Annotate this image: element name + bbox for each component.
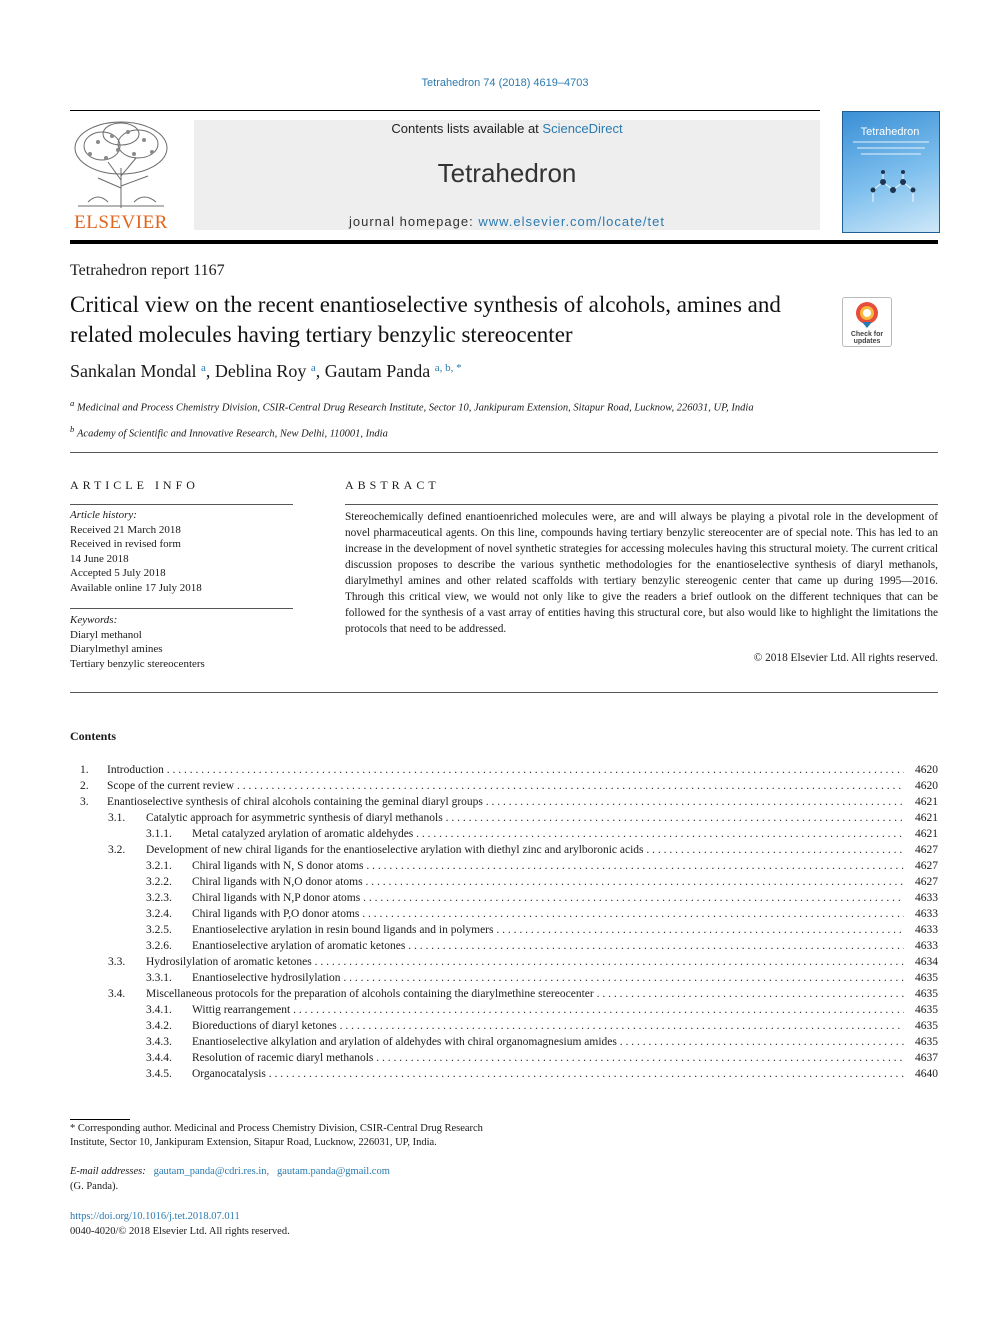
- toc-entry[interactable]: [70, 1034, 938, 1050]
- toc-page: 4627: [915, 860, 938, 872]
- toc-number: 3.2.2.: [146, 876, 172, 888]
- email-link-2[interactable]: gautam.panda@gmail.com: [277, 1166, 390, 1177]
- toc-title: Chiral ligands with N,P donor atoms . . .: [192, 890, 904, 906]
- toc-page: 4635: [915, 988, 938, 1000]
- toc-entry[interactable]: [70, 858, 938, 874]
- affiliation-mark: b: [70, 424, 75, 434]
- toc-page: 4620: [915, 780, 938, 792]
- toc-entry[interactable]: [70, 1050, 938, 1066]
- keyword: Diaryl methanol: [70, 628, 142, 641]
- toc-title: Metal catalyzed arylation of aromatic aldehydes . . .: [192, 826, 904, 842]
- cover-title: Tetrahedron: [860, 126, 920, 138]
- toc-number: 1.: [80, 764, 89, 776]
- toc-number: 3.4.4.: [146, 1052, 172, 1064]
- toc-entry[interactable]: [70, 922, 938, 938]
- email-label: E-mail addresses:: [70, 1166, 146, 1177]
- contents-heading: Contents: [70, 729, 117, 743]
- email-owner: (G. Panda).: [70, 1181, 119, 1192]
- affiliation-a: [70, 396, 830, 416]
- toc-number: 3.2.5.: [146, 924, 172, 936]
- toc-page: 4633: [915, 892, 938, 904]
- toc-number: 3.4.5.: [146, 1068, 172, 1080]
- doi-link[interactable]: https://doi.org/10.1016/j.tet.2018.07.011: [70, 1211, 240, 1222]
- abstract-text: Stereochemically defined enantioenriched molecules were, are and will always be playing a pivotal role in the development of novel pharmaceutical agents. On this line, compounds having tertiary benzylic stereocenter are of special note. This has led to an increase in the development of novel synthetic strategies for accessing molecules having this structural moiety. The current critical discussion proposes to describe the various synthetic methodologies for the enantioselective synthesis of diaryl methanols, diarylmethyl amines and other related scaffolds with tertiary benzylic stereogenic center that came up during 1995—2016. Through this critical view, we would not only like to give the readers a brief outlook on the different techniques that can be followed for the synthesis of a vast array of entities having this structural core, but also would like to highlight the limitations the protocols that need to be addressed.: [345, 511, 938, 635]
- elsevier-wordmark: ELSEVIER: [74, 212, 168, 233]
- toc-title: Enantioselective synthesis of chiral alcohols containing the geminal diaryl groups . . .: [107, 794, 904, 810]
- toc-title: Catalytic approach for asymmetric synthesis of diaryl methanols . . .: [146, 810, 904, 826]
- toc-entry[interactable]: [70, 1066, 938, 1082]
- check-for-updates-icon: [843, 298, 891, 346]
- section-divider: [70, 452, 938, 453]
- toc-number: 3.3.: [108, 956, 126, 968]
- history-item: Received in revised form: [70, 538, 181, 551]
- toc-entry[interactable]: [70, 826, 938, 842]
- sciencedirect-link[interactable]: ScienceDirect: [542, 121, 623, 136]
- toc-entry[interactable]: [70, 794, 938, 810]
- toc-title: Introduction . . .: [107, 762, 904, 778]
- history-label: Article history:: [70, 509, 137, 521]
- keywords-label: Keywords:: [70, 614, 118, 626]
- toc-page: 4637: [915, 1052, 938, 1064]
- homepage-prefix: journal homepage:: [349, 214, 479, 229]
- toc-page: 4635: [915, 1004, 938, 1016]
- toc-title: Chiral ligands with P,O donor atoms . . .: [192, 906, 904, 922]
- toc-number: 3.3.1.: [146, 972, 172, 984]
- toc-page: 4621: [915, 812, 938, 824]
- toc-page: 4635: [915, 1036, 938, 1048]
- toc-entry[interactable]: [70, 810, 938, 826]
- homepage-link[interactable]: www.elsevier.com/locate/tet: [478, 214, 665, 229]
- toc-title: Enantioselective alkylation and arylation of aldehydes with chiral organomagnesium amides . . .: [192, 1034, 904, 1050]
- journal-citation-link[interactable]: Tetrahedron 74 (2018) 4619–4703: [421, 77, 589, 89]
- affiliation-b: [70, 424, 830, 440]
- contents-available-line: [194, 121, 820, 136]
- history-item: Accepted 5 July 2018: [70, 567, 166, 580]
- article-info-heading: ARTICLE INFO: [70, 478, 199, 492]
- author-affiliation-mark[interactable]: a: [200, 362, 206, 374]
- section-divider: [70, 692, 938, 693]
- header-top-rule: [70, 110, 820, 111]
- toc-page: 4620: [915, 764, 938, 776]
- toc-entry[interactable]: [70, 906, 938, 922]
- email-line: [70, 1166, 490, 1177]
- toc-entry[interactable]: [70, 986, 938, 1002]
- toc-entry[interactable]: [70, 970, 938, 986]
- author-name[interactable]: Deblina Roy: [214, 361, 307, 381]
- toc-entry[interactable]: [70, 778, 938, 794]
- toc-number: 3.2.3.: [146, 892, 172, 904]
- issn-copyright: 0040-4020/© 2018 Elsevier Ltd. All rights reserved.: [70, 1226, 290, 1237]
- history-item: 14 June 2018: [70, 552, 129, 565]
- toc-number: 2.: [80, 780, 89, 792]
- toc-entry[interactable]: [70, 954, 938, 970]
- article-info-rule: [70, 608, 293, 609]
- article-history: [70, 508, 300, 596]
- toc-title: Development of new chiral ligands for the enantioselective arylation with diethyl zinc and arylboronic acids . . .: [146, 842, 904, 858]
- affiliation-text: Medicinal and Process Chemistry Division, CSIR-Central Drug Research Institute, Sector 10, Jankipuram Extension, Sitapur Road, Lucknow, 226031, UP, India: [77, 402, 754, 414]
- toc-entry[interactable]: [70, 938, 938, 954]
- affiliation-mark: a: [70, 398, 75, 408]
- toc-title: Enantioselective arylation in resin bound ligands and in polymers . . .: [192, 922, 904, 938]
- corresponding-author-note: * Corresponding author. Medicinal and Process Chemistry Division, CSIR-Central Drug Research Institute, Sector 10, Jankipuram Extension, Sitapur Road, Lucknow, 226031, UP, India.: [70, 1123, 483, 1149]
- toc-title: Enantioselective hydrosilylation . . .: [192, 970, 904, 986]
- toc-entry[interactable]: [70, 1002, 938, 1018]
- toc-page: 4640: [915, 1068, 938, 1080]
- history-item: Available online 17 July 2018: [70, 581, 202, 594]
- author-affiliation-mark[interactable]: a, b, *: [434, 362, 462, 374]
- toc-title: Hydrosilylation of aromatic ketones . . .: [146, 954, 904, 970]
- history-item: Received 21 March 2018: [70, 523, 181, 536]
- toc-page: 4633: [915, 940, 938, 952]
- contents-prefix: Contents lists available at: [391, 121, 543, 136]
- keyword: Tertiary benzylic stereocenters: [70, 657, 205, 670]
- tree-icon: [68, 118, 174, 210]
- toc-number: 3.4.: [108, 988, 126, 1000]
- footnote-rule: [70, 1119, 130, 1120]
- toc-title: Enantioselective arylation of aromatic ketones . . .: [192, 938, 904, 954]
- abstract-copyright: © 2018 Elsevier Ltd. All rights reserved.: [753, 652, 938, 664]
- toc-number: 3.1.1.: [146, 828, 172, 840]
- toc-title: Scope of the current review . . .: [107, 778, 904, 794]
- toc-page: 4633: [915, 924, 938, 936]
- toc-number: 3.4.2.: [146, 1020, 172, 1032]
- keywords-block: [70, 613, 300, 671]
- author-affiliation-mark[interactable]: a: [310, 362, 316, 374]
- toc-entry[interactable]: [70, 890, 938, 906]
- toc-title: Chiral ligands with N,O donor atoms . . .: [192, 874, 904, 890]
- toc-page: 4621: [915, 796, 938, 808]
- abstract-heading: ABSTRACT: [345, 478, 440, 492]
- toc-page: 4635: [915, 1020, 938, 1032]
- article-title: Critical view on the recent enantioselective synthesis of alcohols, amines and related molecules having tertiary benzylic stereocenter: [70, 292, 781, 347]
- article-info-rule: [70, 504, 293, 505]
- toc-number: 3.4.1.: [146, 1004, 172, 1016]
- toc-title: Resolution of racemic diaryl methanols . . .: [192, 1050, 904, 1066]
- author-name[interactable]: Gautam Panda: [324, 361, 431, 381]
- header-thick-rule: [70, 240, 938, 244]
- toc-number: 3.1.: [108, 812, 126, 824]
- toc-title: Bioreductions of diaryl ketones . . .: [192, 1018, 904, 1034]
- author-name[interactable]: Sankalan Mondal: [70, 361, 197, 381]
- toc-number: 3.4.3.: [146, 1036, 172, 1048]
- toc-title: Miscellaneous protocols for the preparation of alcohols containing the diarylmethine stereocenter . . .: [146, 986, 904, 1002]
- check-updates-text-2: updates: [853, 338, 881, 345]
- toc-entry[interactable]: [70, 1018, 938, 1034]
- toc-number: 3.2.6.: [146, 940, 172, 952]
- toc-number: 3.2.4.: [146, 908, 172, 920]
- toc-entry[interactable]: [70, 874, 938, 890]
- affiliation-text: Academy of Scientific and Innovative Research, New Delhi, 110001, India: [77, 428, 388, 440]
- check-updates-text-1: Check for: [850, 331, 884, 338]
- toc-page: 4635: [915, 972, 938, 984]
- check-for-updates-badge[interactable]: [842, 297, 892, 347]
- toc-page: 4633: [915, 908, 938, 920]
- abstract-rule: [345, 504, 938, 505]
- toc-page: 4627: [915, 876, 938, 888]
- keyword: Diarylmethyl amines: [70, 643, 163, 656]
- toc-page: 4621: [915, 828, 938, 840]
- email-link-1[interactable]: gautam_panda@cdri.res.in,: [153, 1166, 270, 1177]
- toc-entry[interactable]: [70, 842, 938, 858]
- toc-number: 3.2.: [108, 844, 126, 856]
- table-of-contents: [70, 762, 938, 1082]
- toc-number: 3.2.1.: [146, 860, 172, 872]
- toc-page: 4627: [915, 844, 938, 856]
- toc-page: 4634: [915, 956, 938, 968]
- toc-title: Organocatalysis . . .: [192, 1066, 904, 1082]
- toc-number: 3.: [80, 796, 89, 808]
- report-label: Tetrahedron report 1167: [70, 262, 225, 279]
- toc-title: Wittig rearrangement . . .: [192, 1002, 904, 1018]
- toc-entry[interactable]: [70, 762, 938, 778]
- toc-title: Chiral ligands with N, S donor atoms . . .: [192, 858, 904, 874]
- journal-homepage-line: [194, 214, 820, 229]
- journal-name: Tetrahedron: [437, 158, 577, 188]
- author-list: Sankalan Mondal $^a$, Deblina Roy $^a$, Gautam Panda $^{a, b, *}$: [70, 361, 462, 381]
